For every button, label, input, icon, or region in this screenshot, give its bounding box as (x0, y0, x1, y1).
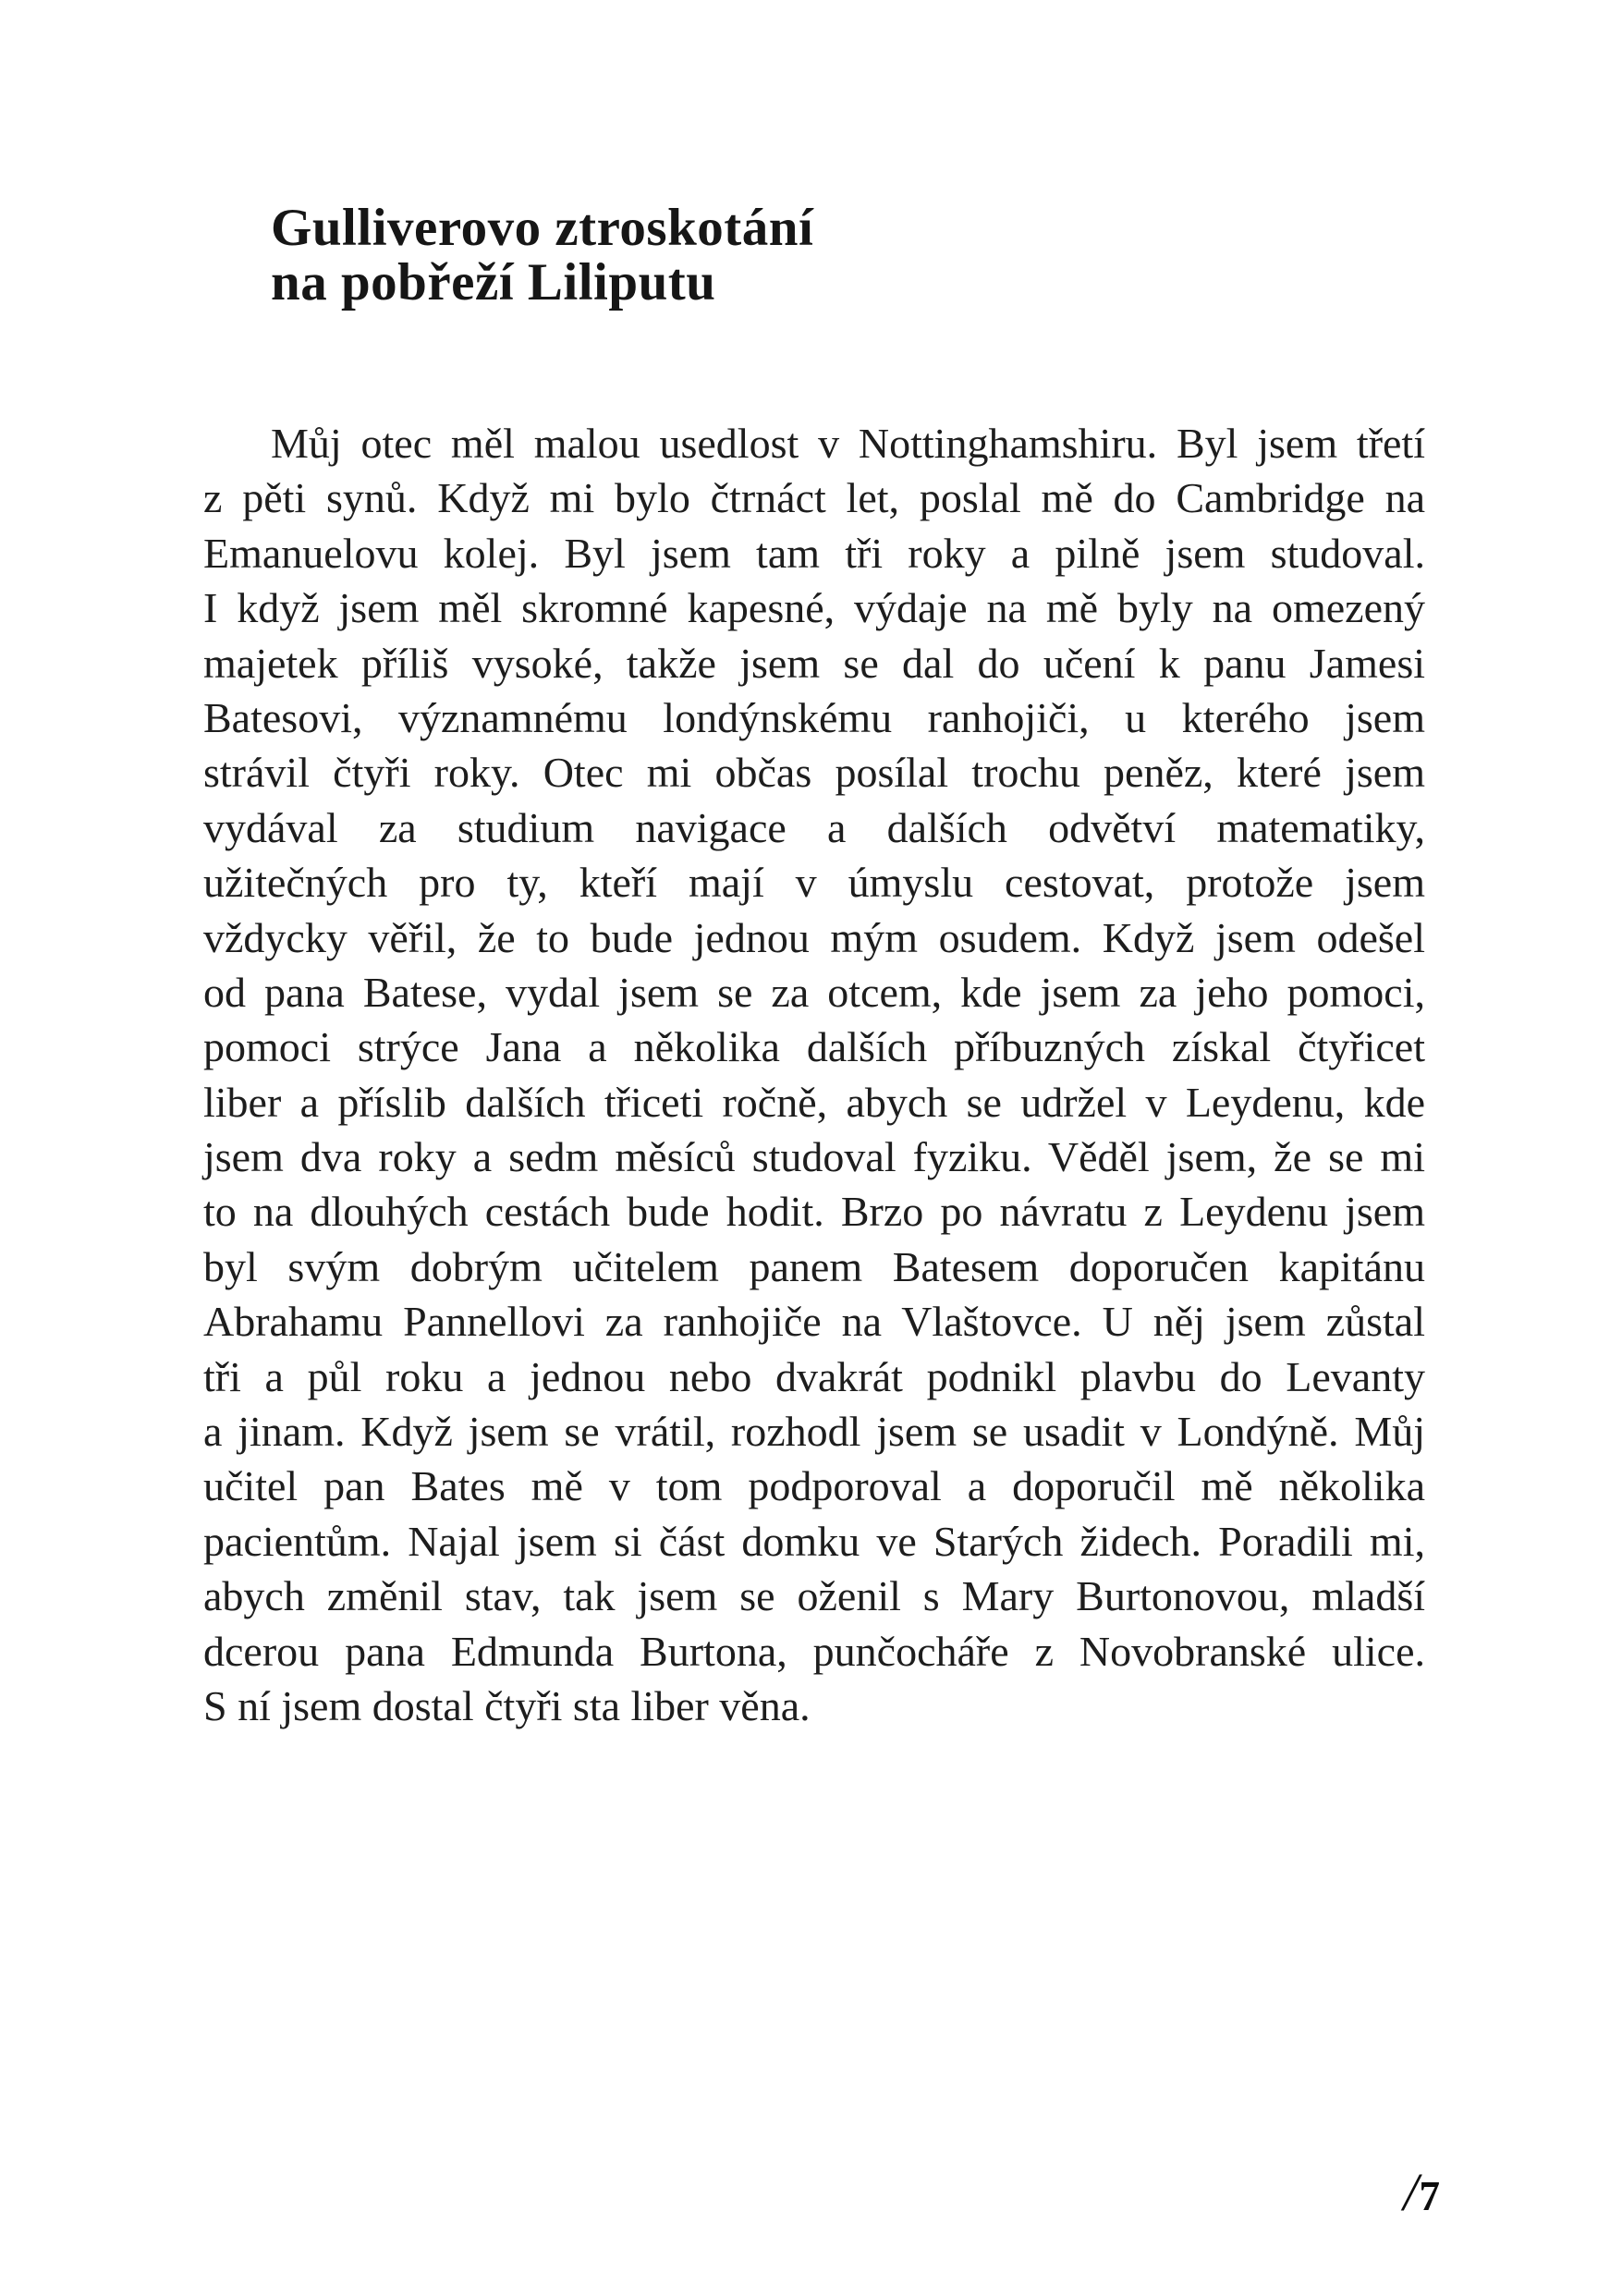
chapter-title-line1: Gulliverovo ztroskotání (271, 199, 814, 257)
text-line: dcerou pana Edmunda Burtona, punčocháře z Novobranské ulice. (203, 1627, 1425, 1675)
text-line: strávil čtyři roky. Otec mi občas posílal trochu peněz, které jsem (203, 749, 1425, 797)
chapter-body-paragraph (203, 416, 1425, 1733)
text-line: jsem dva roky a sedm měsíců studoval fyziku. Věděl jsem, že se mi (203, 1133, 1425, 1181)
text-line: abych změnil stav, tak jsem se oženil s Mary Burtonovou, mladší (203, 1572, 1425, 1620)
text-line: vždycky věřil, že to bude jednou mým osudem. Když jsem odešel (203, 913, 1425, 961)
text-line: pomoci strýce Jana a několika dalších příbuzných získal čtyřicet (203, 1023, 1425, 1071)
text-line: vydával za studium navigace a dalších odvětví matematiky, (203, 803, 1425, 851)
text-line: a jinam. Když jsem se vrátil, rozhodl jsem se usadit v Londýně. Můj (203, 1408, 1425, 1456)
text-line: majetek příliš vysoké, takže jsem se dal do učení k panu Jamesi (203, 639, 1425, 687)
text-line: Batesovi, významnému londýnskému ranhojiči, u kterého jsem (203, 693, 1425, 741)
text-line: tři a půl roku a jednou nebo dvakrát podnikl plavbu do Levanty (203, 1352, 1425, 1400)
text-line: Emanuelovu kolej. Byl jsem tam tři roky a pilně jsem studoval. (203, 529, 1425, 577)
text-line: I když jsem měl skromné kapesné, výdaje na mě byly na omezený (203, 584, 1425, 632)
text-line: učitel pan Bates mě v tom podporoval a doporučil mě několika (203, 1462, 1425, 1510)
text-line: to na dlouhých cestách bude hodit. Brzo po návratu z Leydenu jsem (203, 1188, 1425, 1236)
page-number-value: 7 (1419, 2173, 1440, 2219)
page-number (1070, 2161, 1440, 2223)
text-line: Můj otec měl malou usedlost v Nottinghamshiru. Byl jsem třetí (271, 420, 1425, 467)
text-line: pacientům. Najal jsem si část domku ve Starých židech. Poradili mi, (203, 1517, 1425, 1565)
chapter-title-line2: na pobřeží Liliputu (271, 253, 716, 311)
text-line: od pana Batese, vydal jsem se za otcem, kde jsem za jeho pomoci, (203, 968, 1425, 1016)
text-line: Abrahamu Pannellovi za ranhojiče na Vlaštovce. U něj jsem zůstal (203, 1298, 1425, 1346)
text-line: z pěti synů. Když mi bylo čtrnáct let, poslal mě do Cambridge na (203, 474, 1425, 522)
text-line: liber a příslib dalších třiceti ročně, abych se udržel v Leydenu, kde (203, 1078, 1425, 1126)
page-number-separator: / (1403, 2162, 1420, 2222)
text-line: S ní jsem dostal čtyři sta liber věna. (203, 1681, 811, 1729)
chapter-title (271, 201, 813, 310)
text-line: byl svým dobrým učitelem panem Batesem doporučen kapitánu (203, 1242, 1425, 1290)
text-line: užitečných pro ty, kteří mají v úmyslu cestovat, protože jsem (203, 859, 1425, 907)
